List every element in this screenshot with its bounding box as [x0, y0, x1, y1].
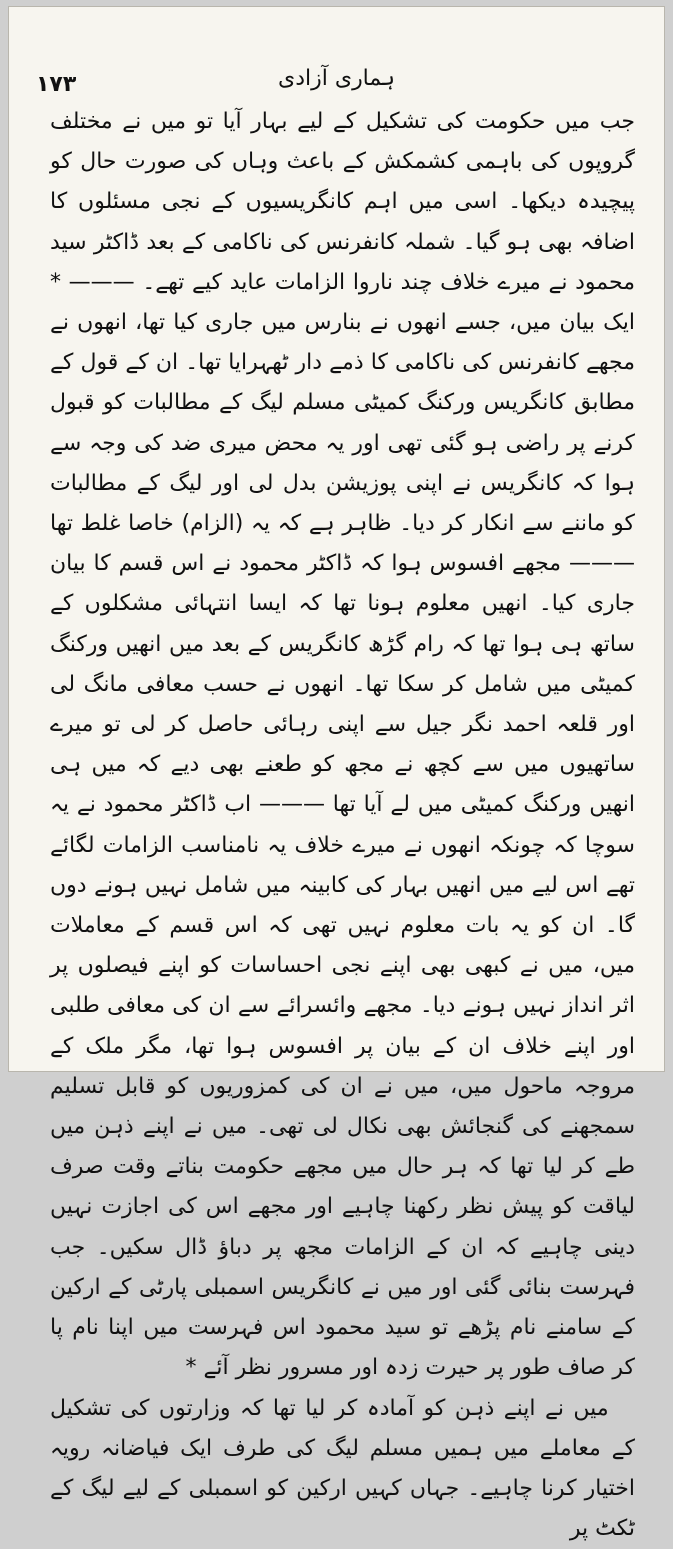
running-title: ہماری آزادی — [8, 66, 665, 91]
body-text — [50, 102, 635, 1054]
book-page — [8, 6, 665, 1072]
paragraph-2: میں نے اپنے ذہن کو آمادہ کر لیا تھا کہ وزارتوں کی تشکیل کے معاملے میں ہمیں مسلم لیگ کی طرف ایک فیاضانہ رویہ اختیار کرنا چاہیے۔ جہاں کہیں ارکین کو اسمبلی کے لیے لیگ کے ٹکٹ پر — [50, 1389, 635, 1549]
paragraph-1: جب میں حکومت کی تشکیل کے لیے بہار آیا تو میں نے مختلف گروپوں کی باہمی کشمکش کے باعث وہاں کی صورت حال کو پیچیدہ دیکھا۔ اسی میں اہم کانگریسیوں کے نجی مسئلوں کا اضافہ بھی ہو گیا۔ شملہ کانفرنس کی ناکامی کے بعد ڈاکٹر سید محمود نے میرے خلاف چند ناروا الزامات عاید کیے تھے۔ ——— * ایک بیان میں، جسے انھوں نے بنارس میں جاری کیا تھا، انھوں نے مجھے کانفرنس کی ناکامی کا ذمے دار ٹھہرایا تھا۔ ان کے قول کے مطابق کانگریس ورکنگ کمیٹی مسلم لیگ کے مطالبات کو قبول کرنے پر راضی ہو گئی تھی اور یہ محض میری ضد کی وجہ سے ہوا کہ کانگریس نے اپنی پوزیشن بدل لی اور لیگ کے مطالبات کو ماننے سے انکار کر دیا۔ ظاہر ہے کہ یہ (الزام) خاصا غلط تھا ——— مجھے افسوس ہوا کہ ڈاکٹر محمود نے اس قسم کا بیان جاری کیا۔ انھیں معلوم ہونا تھا کہ ایسا انتہائی مشکلوں کے ساتھ ہی ہوا تھا کہ رام گڑھ کانگریس کے بعد میں انھیں ورکنگ کمیٹی میں شامل کر سکا تھا۔ انھوں نے حسب معافی مانگ لی اور قلعہ احمد نگر جیل سے اپنی رہائی حاصل کر لی تو میرے ساتھیوں میں سے کچھ نے مجھ کو طعنے بھی دیے کہ میں ہی انھیں ورکنگ کمیٹی میں لے آیا تھا ——— اب ڈاکٹر محمود نے یہ سوچا کہ چونکہ انھوں نے میرے خلاف یہ نامناسب الزامات لگائے تھے اس لیے میں انھیں بہار کی کابینہ میں شامل نہیں ہونے دوں گا۔ ان کو یہ بات معلوم نہیں تھی کہ اس قسم کے معاملات میں، میں نے کبھی بھی اپنے نجی احساسات کو اپنے فیصلوں پر اثر انداز نہیں ہونے دیا۔ مجھے وائسرائے سے ان کی معافی طلبی اور اپنے خلاف ان کے بیان پر افسوس ہوا تھا، مگر ملک کے مروجہ ماحول میں، میں نے ان کی کمزوریوں کو قابل تسلیم سمجھنے کی گنجائش بھی نکال لی تھی۔ میں نے اپنے ذہن میں طے کر لیا تھا کہ ہر حال میں مجھے حکومت بناتے وقت صرف لیاقت کو پیش نظر رکھنا چاہیے اور مجھے اس کی اجازت نہیں دینی چاہیے کہ ان کے الزامات مجھ پر دباؤ ڈال سکیں۔ جب فہرست بنائی گئی اور میں نے کانگریس اسمبلی پارٹی کے ارکین کے سامنے نام پڑھے تو سید محمود اس فہرست میں اپنا نام پا کر صاف طور پر حیرت زدہ اور مسرور نظر آئے * — [50, 102, 635, 1389]
page-header — [8, 62, 665, 102]
page-number: ۱۷۳ — [36, 72, 76, 97]
